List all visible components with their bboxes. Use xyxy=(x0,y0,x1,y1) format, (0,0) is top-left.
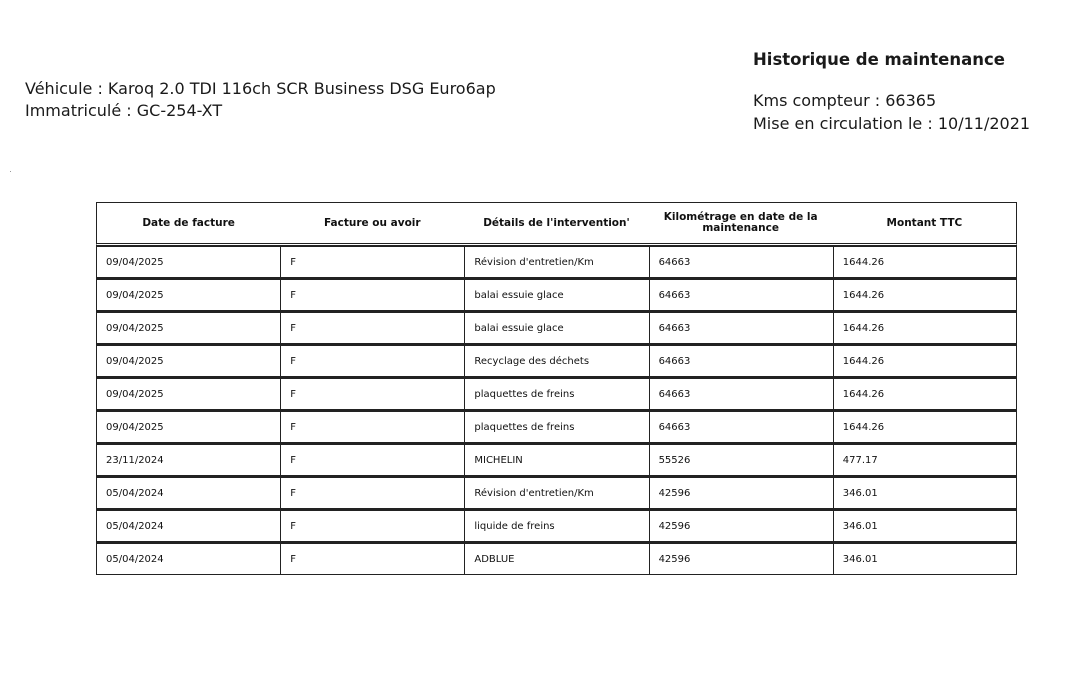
cell-mileage: 64663 xyxy=(649,246,833,278)
cell-amount: 1644.26 xyxy=(833,311,1017,344)
cell-mileage: 42596 xyxy=(649,476,833,509)
cell-type: F xyxy=(280,443,464,476)
cell-amount: 1644.26 xyxy=(833,246,1017,278)
vehicle-info xyxy=(25,78,496,122)
table-row xyxy=(96,410,1017,443)
cell-date: 09/04/2025 xyxy=(96,410,280,443)
cell-amount: 346.01 xyxy=(833,542,1017,575)
cell-details: Recyclage des déchets xyxy=(464,344,648,377)
table-row xyxy=(96,344,1017,377)
cell-mileage: 64663 xyxy=(649,311,833,344)
cell-details: plaquettes de freins xyxy=(464,377,648,410)
cell-details: balai essuie glace xyxy=(464,278,648,311)
cell-mileage: 42596 xyxy=(649,509,833,542)
cell-type: F xyxy=(280,278,464,311)
cell-amount: 1644.26 xyxy=(833,377,1017,410)
cell-date: 09/04/2025 xyxy=(96,377,280,410)
cell-date: 23/11/2024 xyxy=(96,443,280,476)
document-title: Historique de maintenance xyxy=(753,50,1005,69)
table-row xyxy=(96,377,1017,410)
cell-type: F xyxy=(280,542,464,575)
header-amount: Montant TTC xyxy=(833,202,1017,246)
cell-date: 09/04/2025 xyxy=(96,278,280,311)
cell-amount: 1644.26 xyxy=(833,410,1017,443)
maintenance-summary xyxy=(753,48,1030,135)
cell-date: 09/04/2025 xyxy=(96,344,280,377)
cell-amount: 1644.26 xyxy=(833,278,1017,311)
table-row xyxy=(96,443,1017,476)
cell-type: F xyxy=(280,311,464,344)
cell-type: F xyxy=(280,476,464,509)
cell-type: F xyxy=(280,410,464,443)
cell-date: 05/04/2024 xyxy=(96,476,280,509)
maintenance-table-container xyxy=(96,202,1017,575)
cell-details: Révision d'entretien/Km xyxy=(464,246,648,278)
table-row xyxy=(96,509,1017,542)
table-row xyxy=(96,311,1017,344)
cell-amount: 346.01 xyxy=(833,476,1017,509)
cell-amount: 477.17 xyxy=(833,443,1017,476)
cell-details: Révision d'entretien/Km xyxy=(464,476,648,509)
table-row xyxy=(96,246,1017,278)
vehicle-plate-line: Immatriculé : GC-254-XT xyxy=(25,101,223,120)
maintenance-table xyxy=(96,202,1017,575)
cell-details: balai essuie glace xyxy=(464,311,648,344)
cell-date: 09/04/2025 xyxy=(96,311,280,344)
header-mileage: Kilométrage en date de la maintenance xyxy=(649,202,833,246)
header-intervention-details: Détails de l'intervention' xyxy=(464,202,648,246)
cell-amount: 346.01 xyxy=(833,509,1017,542)
table-row xyxy=(96,542,1017,575)
cell-mileage: 64663 xyxy=(649,377,833,410)
cell-mileage: 55526 xyxy=(649,443,833,476)
header-invoice-or-credit: Facture ou avoir xyxy=(280,202,464,246)
cell-details: ADBLUE xyxy=(464,542,648,575)
cell-details: liquide de freins xyxy=(464,509,648,542)
cell-type: F xyxy=(280,377,464,410)
table-header-row xyxy=(96,202,1017,246)
cell-date: 05/04/2024 xyxy=(96,509,280,542)
vehicle-model-line: Véhicule : Karoq 2.0 TDI 116ch SCR Business DSG Euro6ap xyxy=(25,79,496,98)
cell-type: F xyxy=(280,344,464,377)
cell-mileage: 64663 xyxy=(649,410,833,443)
odometer-line: Kms compteur : 66365 xyxy=(753,91,937,110)
cell-details: MICHELIN xyxy=(464,443,648,476)
cell-mileage: 64663 xyxy=(649,278,833,311)
cell-amount: 1644.26 xyxy=(833,344,1017,377)
cell-date: 05/04/2024 xyxy=(96,542,280,575)
cell-type: F xyxy=(280,509,464,542)
table-row xyxy=(96,278,1017,311)
cell-type: F xyxy=(280,246,464,278)
registration-date-line: Mise en circulation le : 10/11/2021 xyxy=(753,114,1031,133)
cell-date: 09/04/2025 xyxy=(96,246,280,278)
cell-mileage: 64663 xyxy=(649,344,833,377)
cell-mileage: 42596 xyxy=(649,542,833,575)
header-invoice-date: Date de facture xyxy=(96,202,280,246)
stray-mark xyxy=(10,171,11,172)
cell-details: plaquettes de freins xyxy=(464,410,648,443)
table-row xyxy=(96,476,1017,509)
